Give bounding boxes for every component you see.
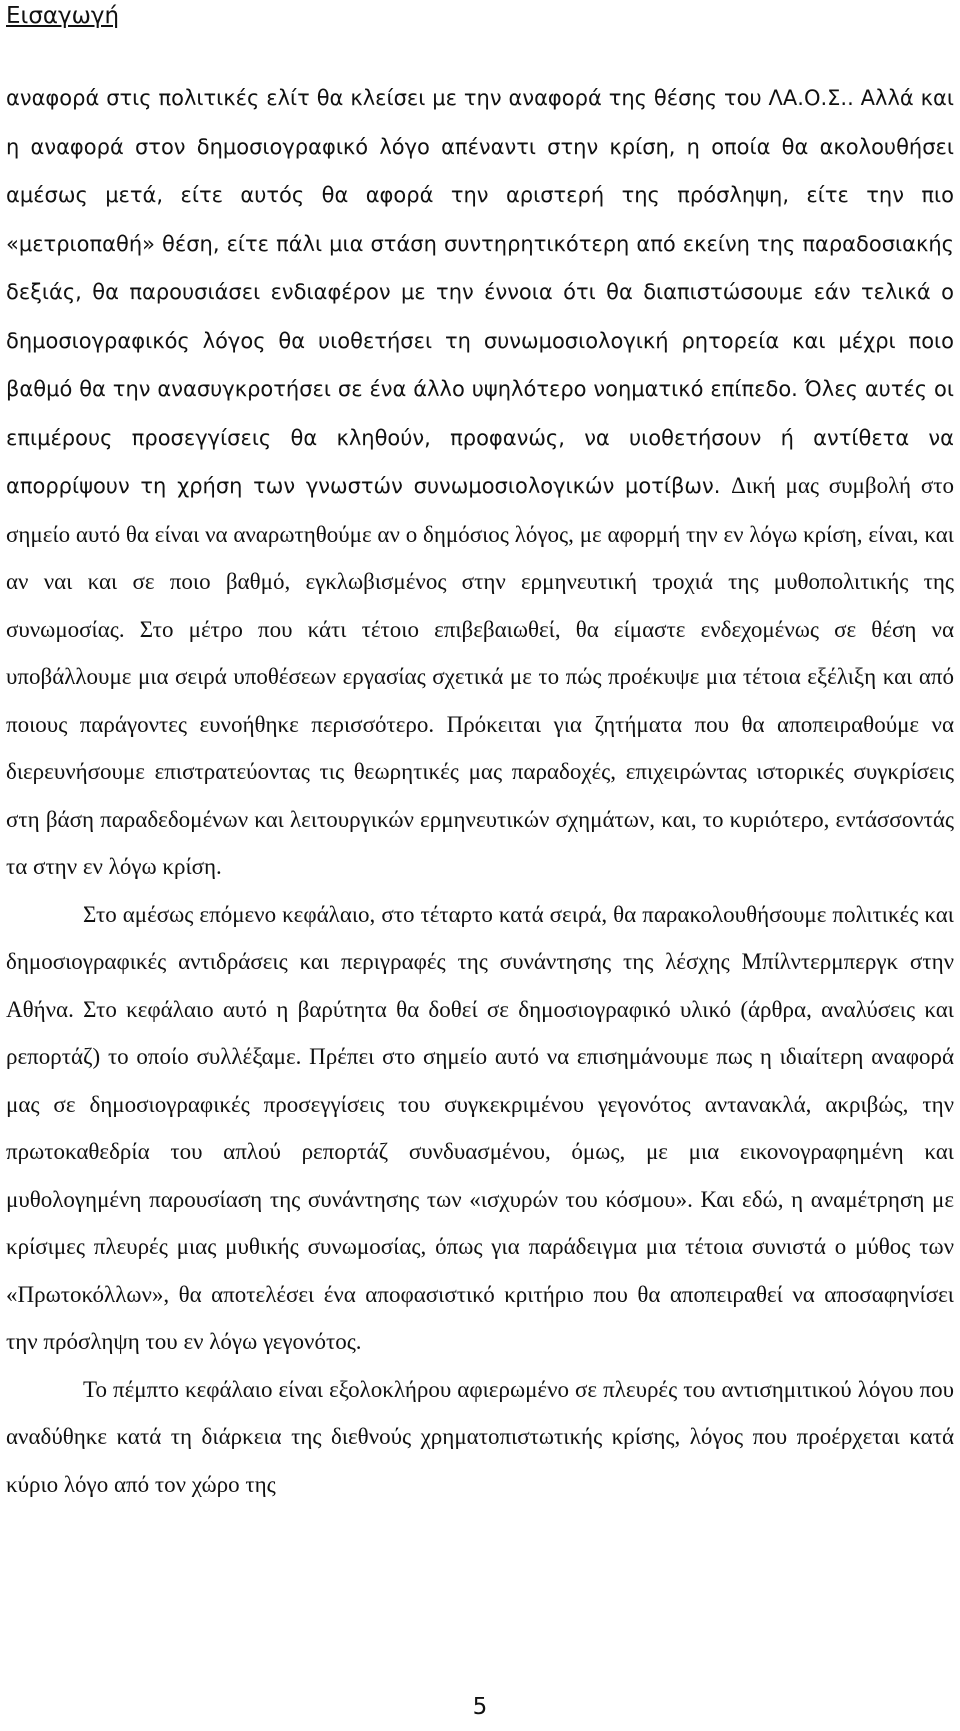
paragraph-2 [6, 891, 954, 1366]
paragraph-1 [6, 74, 954, 891]
document-page [6, 0, 954, 1731]
paragraph-3-segment-1: Το πέμπτο κεφάλαιο είναι εξολοκλήρου αφιερωμένο σε πλευρές του αντισημιτικού λόγου που αναδύθηκε κατά τη διάρκεια της διεθνούς χρηματοπιστωτικής κρίσης, λόγος που προέρχεται κατά κύριο λόγο από τον χώρο της [6, 1376, 954, 1497]
paragraph-2-segment-1: Στο αμέσως επόμενο κεφάλαιο, στο τέταρτο κατά σειρά, θα παρακολουθήσουμε πολιτικές και δημοσιογραφικές αντιδράσεις και περιγραφές της συνάντησης της λέσχης Μπίλντερμπεργκ στην Αθήνα. Στο κεφάλαιο αυτό η βαρύτητα θα δοθεί σε δημοσιογραφικό υλικό (άρθρα, αναλύσεις και ρεπορτάζ) το οποίο συλλέξαμε. Πρέπει στο σημείο αυτό να επισημάνουμε πως η ιδιαίτερη αναφορά μας σε δημοσιογραφικές προσεγγίσεις του συγκεκριμένου γεγονότος αντανακλά, ακριβώς, την πρωτοκαθεδρία του απλού ρεπορτάζ συνδυασμένου, όμως, με μια εικονογραφημένη και μυθολογημένη παρουσίαση της συνάντησης των «ισχυρών του κόσμου». Και εδώ, η αναμέτρηση με κρίσιμες πλευρές μιας μυθικής συνωμοσίας, όπως για παράδειγμα μια τέτοια συνιστά ο μύθος των «Πρωτοκόλλων», θα αποτελέσει ένα αποφασιστικό κριτήριο που θα αποπειραθεί να αποσαφηνίσει την πρόσληψη του εν λόγω γεγονότος. [6, 901, 954, 1354]
page-number: 5 [472, 1694, 488, 1720]
body-text [6, 74, 954, 1508]
section-heading[interactable]: Εισαγωγή [6, 3, 120, 29]
paragraph-3 [6, 1366, 954, 1509]
paragraph-1-segment-2: Δική μας συμβολή στο σημείο αυτό θα είναι να αναρωτηθούμε αν ο δημόσιος λόγος, με αφορμή την εν λόγω κρίση, είναι, και αν ναι και σε ποιο βαθμό, εγκλωβισμένος στην ερμηνευτική τροχιά της μυθοπολιτικής της συνωμοσίας. Στο μέτρο που κάτι τέτοιο επιβεβαιωθεί, θα είμαστε ενδεχομένως σε θέση να υποβάλλουμε μια σειρά υποθέσεων εργασίας σχετικά με το πώς προέκυψε μια τέτοια εξέλιξη και από ποιους παράγοντες ευνοήθηκε περισσότερο. Πρόκειται για ζητήματα που θα αποπειραθούμε να διερευνήσουμε επιστρατεύοντας τις θεωρητικές μας παραδοχές, επιχειρώντας ιστορικές συγκρίσεις στη βάση παραδεδομένων και λειτουργικών ερμηνευτικών σχημάτων, και, το κυριότερο, εντάσσοντάς τα στην εν λόγω κρίση. [6, 473, 954, 879]
paragraph-1-segment-1: αναφορά στις πολιτικές ελίτ θα κλείσει με την αναφορά της θέσης του ΛΑ.Ο.Σ.. Αλλά και η αναφορά στον δημοσιογραφικό λόγο απέναντι στην κρίση, η οποία θα ακολουθήσει αμέσως μετά, είτε αυτός θα αφορά την αριστερή της πρόσληψη, είτε την πιο «μετριοπαθή» θέση, είτε πάλι μια στάση συντηρητικότερη από εκείνη της παραδοσιακής δεξιάς, θα παρουσιάσει ενδιαφέρον με την έννοια ότι θα διαπιστώσουμε εάν τελικά ο δημοσιογραφικός λόγος θα υιοθετήσει τη συνωμοσιολογική ρητορεία και μέχρι ποιο βαθμό θα την ανασυγκροτήσει σε ένα άλλο υψηλότερο νοηματικό επίπεδο. Όλες αυτές οι επιμέρους προσεγγίσεις θα κληθούν, προφανώς, να υιοθετήσουν ή αντίθετα να απορρίψουν τη χρήση των γνωστών συνωμοσιολογικών μοτίβων. [6, 86, 954, 498]
